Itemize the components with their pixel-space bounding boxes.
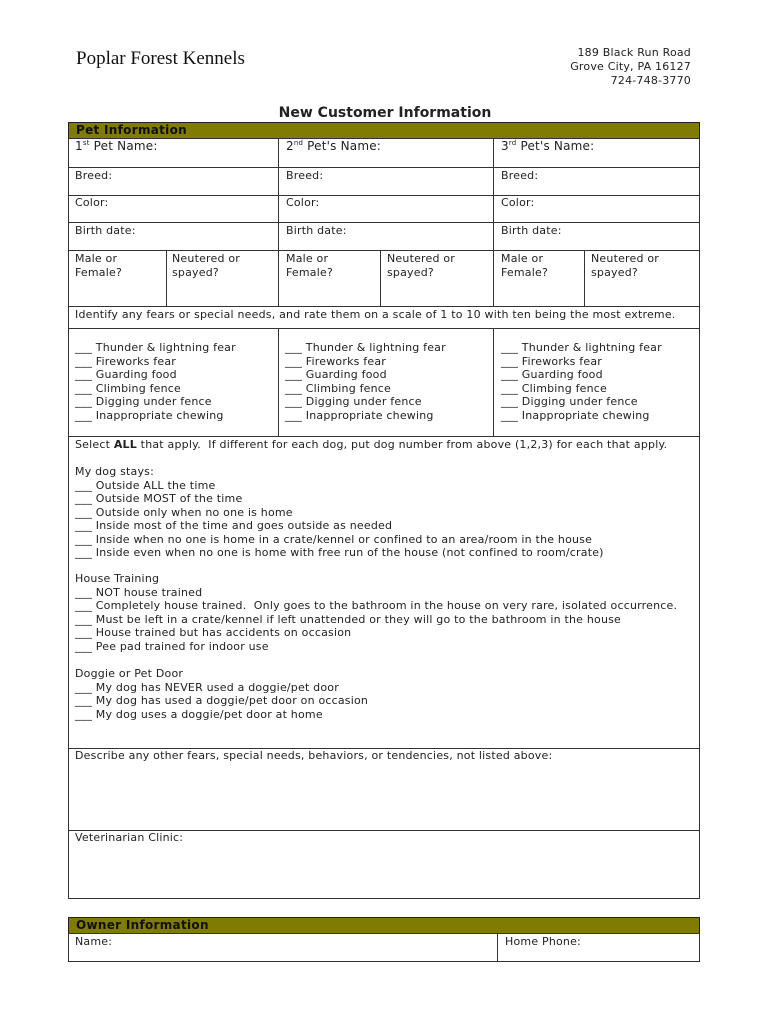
pet1-birthdate-field[interactable]: Birth date: [75,224,136,237]
house-training-title: House Training [75,572,160,585]
pet-info-header-label: Pet Information [76,123,187,137]
row-divider [68,250,700,251]
fear-item[interactable]: ___ Fireworks fear [285,354,386,368]
fear-item[interactable]: ___ Climbing fence [75,381,182,395]
fear-item[interactable]: ___ Inappropriate chewing [75,408,224,422]
column-divider [380,250,381,306]
pet1-color-field[interactable]: Color: [75,196,109,209]
sex-label-line1: Male or [75,252,118,265]
fears-prompt: Identify any fears or special needs, and rate them on a scale of 1 to 10 with ten being the most extreme. [75,308,676,321]
house-training-option[interactable]: ___ Pee pad trained for indoor use [75,639,269,653]
dog-stays-option[interactable]: ___ Inside when no one is home in a crate/kennel or confined to an area/room in the house [75,532,593,546]
address-street: 189 Black Run Road [577,46,691,59]
dog-stays-title: My dog stays: [75,465,155,478]
fear-item[interactable]: ___ Fireworks fear [75,354,176,368]
vet-clinic-field[interactable]: Veterinarian Clinic: [75,831,184,844]
pet2-neuter-field[interactable] [387,252,455,279]
neuter-label-line1: Neutered or [387,252,456,265]
fear-item[interactable]: ___ Inappropriate chewing [285,408,434,422]
neuter-label-line1: Neutered or [172,252,241,265]
home-phone-field[interactable]: Home Phone: [505,935,581,948]
house-training-option[interactable]: ___ Completely house trained. Only goes to the bathroom in the house on very rare, isolated occurrence. [75,599,678,612]
pet3-fears-list[interactable] [501,341,662,422]
fear-item[interactable]: ___ Climbing fence [501,381,608,395]
house-training-group [75,572,677,653]
pet-door-option[interactable]: ___ My dog has used a doggie/pet door on occasion [75,694,369,707]
address-city: Grove City, PA 16127 [570,60,691,73]
dog-stays-option[interactable]: ___ Outside only when no one is home [75,505,293,519]
house-training-option[interactable]: ___ House trained but has accidents on occasion [75,626,352,639]
pet-door-title: Doggie or Pet Door [75,667,184,680]
row-divider [68,436,700,437]
fear-item[interactable]: ___ Digging under fence [501,395,638,408]
pet1-name-field[interactable]: 1st Pet Name: [75,139,158,153]
sex-label-line2: Female? [286,265,334,279]
sex-label-line2: Female? [75,265,123,279]
company-address [570,46,691,88]
pet-info-header [68,122,700,139]
owner-info-table [68,933,700,962]
column-divider [166,250,167,306]
pet1-fears-list[interactable] [75,341,236,422]
owner-name-field[interactable]: Name: [75,935,113,948]
owner-info-header [68,917,700,934]
sex-label-line2: Female? [501,265,549,279]
pet-door-group [75,667,368,721]
pet3-sex-field[interactable] [501,252,548,279]
fear-item[interactable]: ___ Guarding food [501,368,603,381]
neuter-label-line1: Neutered or [591,252,660,265]
pet3-neuter-field[interactable] [591,252,659,279]
neuter-label-line2: spayed? [591,265,638,279]
house-training-option[interactable]: ___ Must be left in a crate/kennel if left unattended or they will go to the bathroom in the house [75,612,622,626]
fear-item[interactable]: ___ Digging under fence [285,395,422,408]
pet3-color-field[interactable]: Color: [501,196,535,209]
fear-item[interactable]: ___ Thunder & lightning fear [285,341,446,354]
column-divider [497,933,498,962]
dog-stays-group [75,465,604,560]
row-divider [68,328,700,329]
fear-item[interactable]: ___ Fireworks fear [501,354,602,368]
pet2-fears-list[interactable] [285,341,446,422]
row-divider [68,167,700,168]
row-divider [68,222,700,223]
address-phone: 724-748-3770 [610,74,691,87]
pet3-breed-field[interactable]: Breed: [501,169,539,182]
fear-item[interactable]: ___ Guarding food [75,368,177,381]
pet1-sex-field[interactable] [75,252,122,279]
pet3-birthdate-field[interactable]: Birth date: [501,224,562,237]
dog-stays-option[interactable]: ___ Outside MOST of the time [75,492,243,505]
sex-label-line1: Male or [501,252,544,265]
row-divider [68,306,700,307]
pet-door-option[interactable]: ___ My dog uses a doggie/pet door at home [75,707,323,721]
pet2-breed-field[interactable]: Breed: [286,169,324,182]
sex-label-line1: Male or [286,252,329,265]
house-training-option[interactable]: ___ NOT house trained [75,585,203,599]
pet2-sex-field[interactable] [286,252,333,279]
owner-info-header-label: Owner Information [76,918,209,932]
dog-stays-option[interactable]: ___ Inside most of the time and goes outside as needed [75,519,393,532]
form-title: New Customer Information [278,105,492,121]
neuter-label-line2: spayed? [387,265,434,279]
pet2-color-field[interactable]: Color: [286,196,320,209]
column-divider [493,138,494,306]
fear-item[interactable]: ___ Climbing fence [285,381,392,395]
fear-item[interactable]: ___ Inappropriate chewing [501,408,650,422]
fear-item[interactable]: ___ Guarding food [285,368,387,381]
column-divider [493,328,494,436]
pet2-name-field[interactable]: 2nd Pet's Name: [286,139,382,153]
pet1-breed-field[interactable]: Breed: [75,169,113,182]
company-name: Poplar Forest Kennels [76,48,245,69]
select-all-instruction: Select ALL that apply. If different for each dog, put dog number from above (1,2,3) for each that apply. [75,438,668,451]
dog-stays-option[interactable]: ___ Inside even when no one is home with free run of the house (not confined to room/crate) [75,546,604,559]
dog-stays-option[interactable]: ___ Outside ALL the time [75,478,216,492]
neuter-label-line2: spayed? [172,265,219,279]
column-divider [584,250,585,306]
pet1-neuter-field[interactable] [172,252,240,279]
pet2-birthdate-field[interactable]: Birth date: [286,224,347,237]
row-divider [68,195,700,196]
fear-item[interactable]: ___ Digging under fence [75,395,212,408]
pet3-name-field[interactable]: 3rd Pet's Name: [501,139,595,153]
other-needs-field[interactable]: Describe any other fears, special needs, behaviors, or tendencies, not listed above: [75,749,553,762]
fear-item[interactable]: ___ Thunder & lightning fear [75,341,236,354]
column-divider [278,138,279,306]
fear-item[interactable]: ___ Thunder & lightning fear [501,341,662,354]
pet-door-option[interactable]: ___ My dog has NEVER used a doggie/pet door [75,680,339,694]
column-divider [278,328,279,436]
